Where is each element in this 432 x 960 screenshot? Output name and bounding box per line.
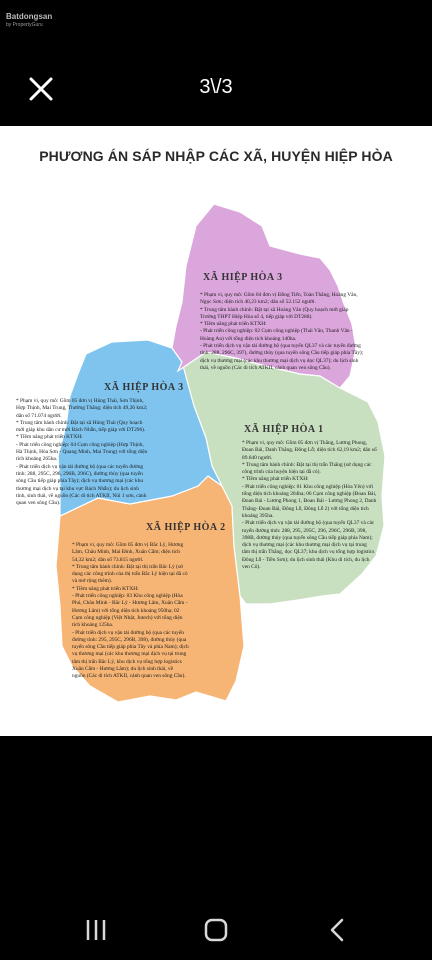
hh3-west-line: mới giáp khu dân cư mới Bách Nhẫn, tiếp giáp với DT296). [16, 427, 146, 434]
region-hh3-north-label: XÃ HIỆP HÒA 3 [203, 272, 283, 283]
hh1-line: ven Cô). [242, 564, 261, 571]
hh3-west-line: - Phát triển công nghiệp: 04 Cụm công nghiệp (Hợp Thịnh, [16, 441, 144, 448]
hh3-west-line: Hợp Thịnh, Mai Trung, Thường Thắng; diện tích 49,26 km2; [16, 405, 148, 412]
hh1-line: Đoan Bái, Danh Thắng, Đông Lỗ; diện tích 62,19 km2; dân số [242, 447, 377, 454]
hh3-west-line: thương mại dịch vụ tại khu vực Bách Nhẫn); du lịch sinh [16, 485, 139, 492]
hh3-west-line: - Phát triển dịch vụ vận tải đường bộ (qua các tuyến đường [16, 463, 144, 470]
hh3-west-line: Hà Thịnh, Hòa Sơn - Quang Minh, Mai Trung) với tổng diện [16, 449, 148, 456]
hh3-west-line: tính, sinh thái, về nguồn (Các di tích ATKII, Núi 1 sơn, cảnh [16, 492, 147, 499]
watermark [6, 12, 52, 30]
hh3-north-line: tỉnh: 288, 296C, 397), đường thủy (qua tuyến sông Cầu tiếp giáp phía Tây); [200, 350, 364, 357]
hh2-line: tuyến sông Cầu tiếp giáp phía Tây và phía Nam); dịch [72, 644, 189, 651]
hh1-line: - Phát triển công nghiệp: 01 Khu công nghiệp (Hòa Yên) với [242, 483, 373, 490]
recent-apps-button[interactable] [76, 912, 116, 948]
hh3-north-line: * Phạm vi, quy mô: Gồm 04 đơn vị Đồng Tiến, Toàn Thắng, Hoàng Vân, [200, 292, 358, 298]
region-hh3-west-label: XÃ HIỆP HÒA 3 [104, 382, 184, 393]
hh1-line: khoảng 395ha. [242, 512, 274, 519]
hh1-line: * Trung tâm hành chính: Đặt tại thị trấn Thắng (sử dụng các [242, 461, 372, 468]
top-bar [0, 0, 432, 126]
hh3-north-line: - Phát triển công nghiệp: 02 Cụm công nghiệp (Thái Vân, Thanh Vân - [200, 328, 353, 335]
home-icon [196, 912, 236, 948]
hh3-west-line: * Trung tâm hành chính: Đặt tại xã Hùng Thái (Quy hoạch [16, 419, 143, 426]
hh3-north-line: * Tiềm năng phát triển KTXH: [200, 321, 267, 328]
hh3-north-line: Trường THPT Hiệp Hòa số 4, tiếp giáp với DT288). [200, 313, 313, 320]
hh1-line: tâm thị trấn Thắng, dọc QL37; khu dịch vụ tổng hợp logistics [242, 549, 375, 556]
hh3-north-line: thái, về nguồn (Các di tích ATKII, cảnh quan ven sông Cầu). [200, 364, 331, 371]
region-hh2-text [72, 542, 240, 681]
hh2-line: Xuân Cẩm - Hương Lâm); du lịch sinh thái, về [72, 666, 173, 673]
region-hh1-text [242, 440, 410, 571]
hh1-line: tuyến đường tỉnh: 288, 295, 295C, 296, 296C, 296B, 398, [242, 527, 367, 534]
hh1-line: Đông Lỗ - Tiền Sơn); du lịch sinh thái (Khu di tích, du lịch [242, 556, 370, 563]
hh1-line: - Phát triển dịch vụ vận tải đường bộ (qua tuyến QL37 và các [242, 520, 375, 527]
hh2-line: - Phát triển dịch vụ vận tải đường bộ (qua các tuyến [72, 629, 184, 636]
hh2-line: * Phạm vi, quy mô: Gồm 05 đơn vị Bắc Lý, Hương [72, 542, 184, 548]
hh1-line: Thắng- Đoan Bái, Đông Lỗ, Đông Lỗ 2) với tổng diện tích [242, 505, 369, 512]
hh2-line: 54,32 km2; dân số 73.815 người. [72, 556, 144, 563]
watermark-brand: Batdongsan [6, 12, 53, 21]
hh1-line: công trình của huyện hiện tại đã có). [242, 469, 321, 476]
hh3-north-line: Ngọc Sơn; diện tích 40,23 km2; dân số 52.152 người. [200, 299, 316, 306]
hh2-line: vụ thương mại (các khu thương mại dịch vụ tại trung [72, 651, 187, 658]
back-icon [318, 912, 358, 948]
hh3-west-line: sông Cầu tiếp giáp phía Tây); dịch vụ thương mại (các khu [16, 478, 144, 485]
hh3-west-line: quan ven sông Cầu). [16, 500, 61, 507]
hh3-west-line: * Phạm vi, quy mô: Gồm 05 đơn vị Hùng Thái, Sơn Thịnh, [16, 398, 144, 404]
hh1-line: dịch vụ thương mại (các khu thương mại dịch vụ tại trung [242, 542, 367, 549]
hh1-line: tổng diện tích khoảng 204ha; 06 Cụm công nghiệp (Đoan Bái, [242, 491, 377, 498]
hh2-line: * Trung tâm hành chính: Đặt tại thị trấn Bắc Lý (sử [72, 563, 183, 570]
hh1-line: * Tiềm năng phát triển KTXH: [242, 476, 309, 483]
region-hh3-north-text [200, 292, 390, 372]
hh2-line: và mở rộng thêm). [72, 578, 112, 585]
region-hh1-label: XÃ HIỆP HÒA 1 [244, 424, 324, 435]
home-button[interactable] [196, 912, 236, 948]
hh2-line: nguồn (Các di tích ATKII, cảnh quan ven sông Cầu). [72, 673, 186, 680]
hh2-line: đường tỉnh: 295, 295C, 296B, 398), đường thủy (qua [72, 636, 187, 643]
recent-apps-icon [76, 912, 116, 948]
hh2-line: Phú, Châu Minh - Bắc Lý - Hương Lâm, Xuân Cẩm - [72, 600, 188, 607]
hh3-west-line: * Tiềm năng phát triển KTXH: [16, 434, 83, 441]
back-button[interactable] [318, 912, 358, 948]
hh2-line: * Tiềm năng phát triển KTXH: [72, 585, 139, 592]
hh2-line: tích khoảng 125ha. [72, 622, 114, 629]
hh3-west-line: tỉnh: 288, 295C, 296, 296B, 296C), đường thủy (qua tuyến [16, 470, 143, 477]
hh3-west-line: tích khoảng 265ha. [16, 456, 58, 463]
watermark-sub: by PropertyGuru [6, 22, 43, 28]
hh2-line: - Phát triển công nghiệp: 03 Khu công nghiệp (Hòa [72, 593, 183, 600]
hh3-north-line: dịch vụ thương mại (các khu thương mại dịch vụ dọc QL37); du lịch sinh [200, 357, 359, 364]
hh3-north-line: - Phát triển dịch vụ vận tải đường bộ (qua tuyến QL37 và các tuyến đường [200, 343, 361, 350]
hh2-line: Hương Lâm) với tổng diện tích khoảng 950ha; 02 [72, 607, 180, 614]
hh1-line: Đoan Bái - Lương Phong 1, Đoan Bái - Lương Phong 2, Danh [242, 498, 377, 505]
hh2-line: Lâm, Châu Minh, Mai Đình, Xuân Cẩm; diện tích [72, 549, 180, 556]
hh3-north-line: * Trung tâm hành chính: Đặt tại xã Hoàng Vân (Quy hoạch mới giáp [200, 306, 349, 313]
hh1-line: 398B, đường thủy (qua tuyến sông Cầu tiếp giáp phía Nam); [242, 534, 373, 541]
hh3-north-line: Hoàng An) với tổng diện tích khoảng 140ha. [200, 335, 297, 342]
hh2-line: dụng các công trình của thị trấn Bắc Lý hiện tại đã có [72, 571, 188, 578]
hh2-line: tâm thị trấn Bắc Lý, khu dịch vụ tổng hợp logistics [72, 658, 182, 665]
map-title: PHƯƠNG ÁN SÁP NHẬP CÁC XÃ, HUYỆN HIỆP HÒA [39, 148, 393, 164]
region-hh2-label: XÃ HIỆP HÒA 2 [146, 522, 226, 533]
hh1-line: * Phạm vi, quy mô: Gồm 05 đơn vị Thắng, Lương Phong, [242, 440, 368, 446]
hh1-line: 89.640 người. [242, 454, 273, 461]
hh2-line: Cụm công nghiệp (Việt Nhật, Jutech) với tổng diện [72, 614, 183, 621]
hh3-west-line: dân số 71.074 người. [16, 412, 62, 419]
image-counter: 3\/3 [199, 76, 233, 98]
region-hh3-west-text [16, 398, 178, 507]
